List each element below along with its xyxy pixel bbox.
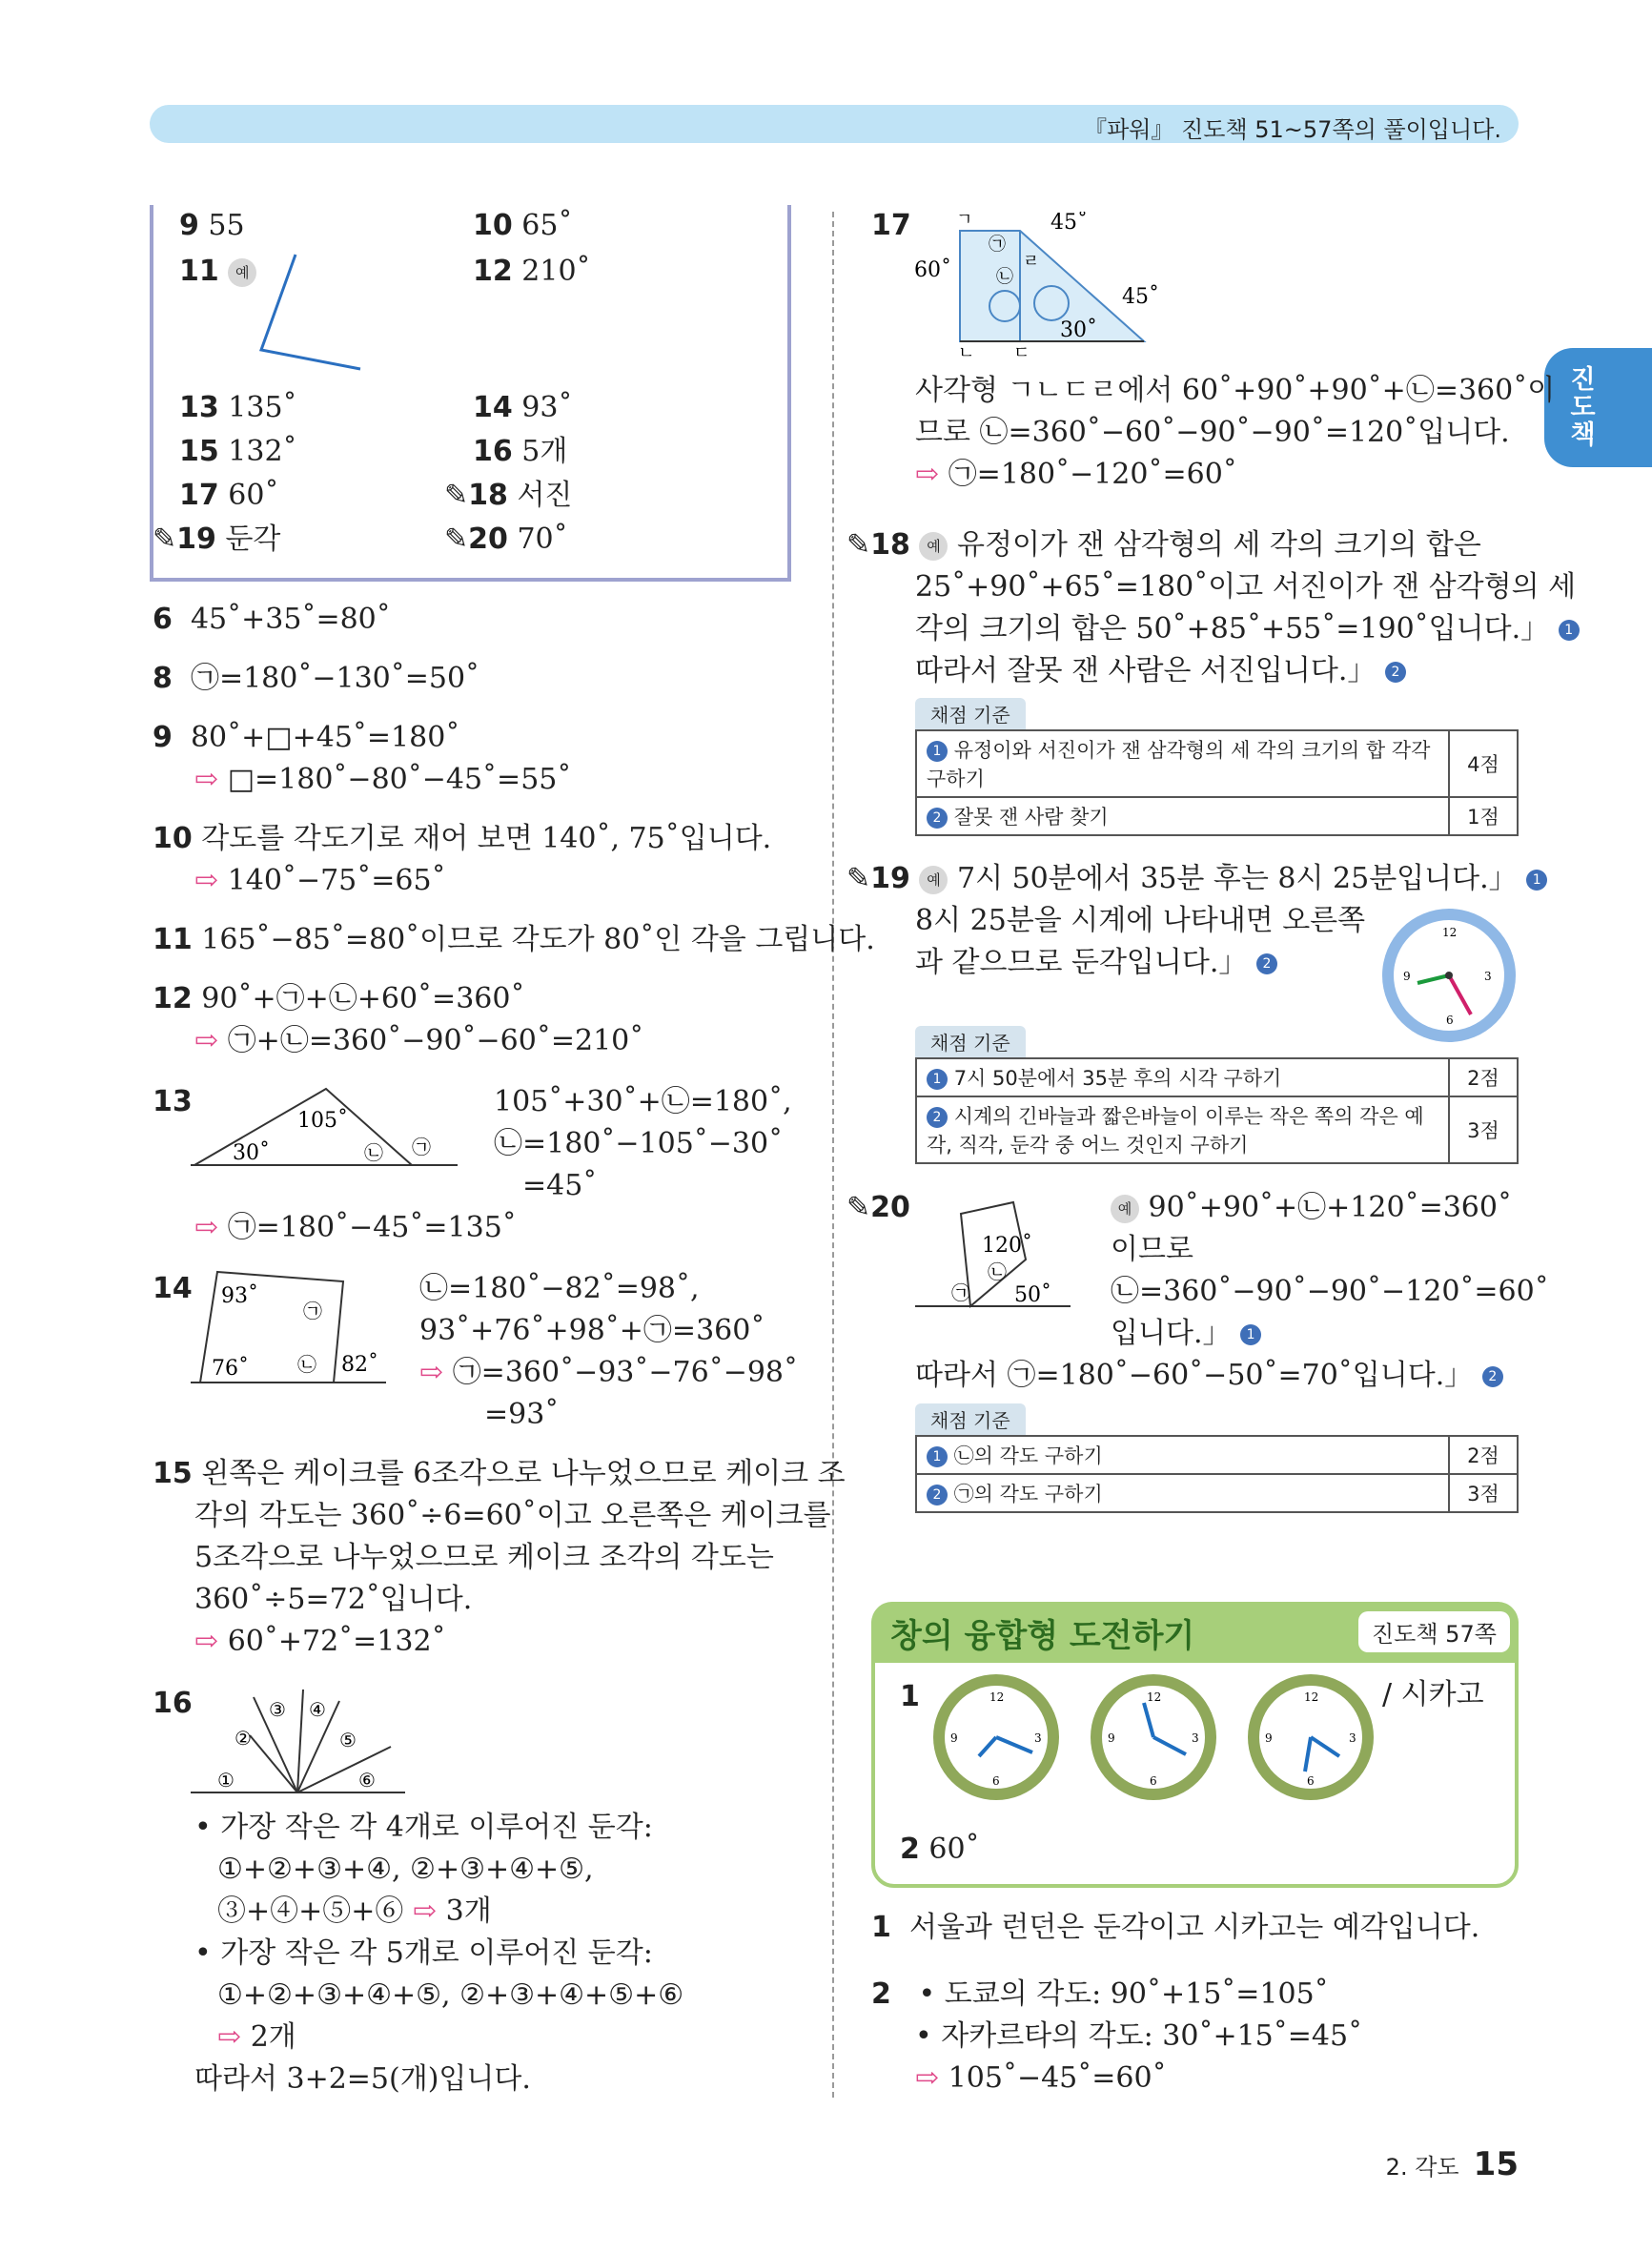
answer-15: 15 132˚ (179, 435, 297, 468)
solution-20-line3: ㉡=360˚−90˚−90˚−120˚=60˚ (1111, 1275, 1549, 1308)
solution-19-line2: 8시 25분을 시계에 나타내면 오른쪽 (915, 904, 1366, 937)
challenge-ref: 진도책 57쪽 (1358, 1611, 1510, 1652)
criteria-18: 채점 기준 1 유정이와 서진이가 잰 삼각형의 세 각의 크기의 합 각각 구하기 4점 2 잘못 잰 사람 찾기 1점 (915, 698, 1519, 836)
svg-text:ㄴ: ㄴ (958, 343, 975, 359)
challenge-q1-answer: / 시카고 (1382, 1678, 1484, 1711)
solution-16-line3: ③+④+⑤+⑥ ⇨ 3개 (217, 1895, 492, 1928)
solution-16-line5: ①+②+③+④+⑤, ②+③+④+⑤+⑥ (217, 1978, 684, 2012)
solution-19: ✎19 예 7시 50분에서 35분 후는 8시 25분입니다.」 1 (846, 858, 1547, 900)
svg-text:㉡: ㉡ (988, 1260, 1007, 1283)
challenge-solution-2-line2: • 자카르타의 각도: 30˚+15˚=45˚ (915, 2019, 1363, 2053)
svg-text:3: 3 (1484, 970, 1492, 983)
svg-text:82˚: 82˚ (341, 1353, 378, 1377)
answer-17: 17 60˚ (179, 479, 279, 512)
challenge-title: 창의 융합형 도전하기 (890, 1617, 1195, 1655)
challenge-q2: 2 60˚ (900, 1833, 980, 1866)
solution-14-line2: 93˚+76˚+98˚+㉠=360˚ (419, 1314, 765, 1347)
solution-12: 12 90˚+㉠+㉡+60˚=360˚ (153, 982, 525, 1015)
challenge-q1: 1 (900, 1680, 920, 1713)
answer-11-angle-figure (248, 253, 372, 377)
solution-20: ✎20 (846, 1191, 910, 1224)
solution-16-line7: 따라서 3+2=5(개)입니다. (194, 2062, 531, 2096)
solution-17: 17 (871, 209, 911, 242)
svg-text:①: ① (217, 1769, 235, 1792)
solution-18-line2: 25˚+90˚+65˚=180˚이고 서진이가 잰 삼각형의 세 (915, 570, 1577, 604)
solution-17-line2: 므로 ㉡=360˚−60˚−90˚−90˚=120˚입니다. (915, 416, 1510, 449)
arrow-icon: ⇨ (194, 864, 219, 897)
svg-text:12: 12 (989, 1690, 1005, 1704)
solution-13-line2: ㉡=180˚−105˚−30˚ (494, 1127, 784, 1160)
svg-text:⑤: ⑤ (339, 1729, 357, 1751)
solution-9: 9 80˚+□+45˚=180˚ (153, 721, 460, 754)
solution-17-figure (910, 212, 1168, 359)
svg-text:㉠: ㉠ (303, 1300, 322, 1322)
svg-text:93˚: 93˚ (221, 1284, 258, 1308)
pencil-icon: ✎ (153, 522, 177, 556)
solution-18-line3: 각의 크기의 합은 50˚+85˚+55˚=190˚입니다.」 1 (915, 608, 1580, 650)
svg-text:9: 9 (1403, 970, 1411, 983)
pencil-icon: ✎ (846, 862, 871, 895)
pencil-icon: ✎ (846, 1191, 871, 1224)
solution-16-line4: • 가장 작은 각 5개로 이루어진 둔각: (194, 1936, 653, 1970)
answer-11: 11 예 (179, 251, 256, 293)
solution-10: 10 각도를 각도기로 재어 보면 140˚, 75˚입니다. (153, 822, 772, 855)
svg-text:③: ③ (269, 1698, 286, 1721)
svg-text:60˚: 60˚ (914, 258, 951, 282)
step-marker: 1 (1240, 1324, 1261, 1345)
svg-text:㉠: ㉠ (989, 235, 1006, 255)
solution-13-line3: =45˚ (522, 1169, 598, 1202)
solution-8: 8 ㉠=180˚−130˚=50˚ (153, 662, 480, 695)
solution-15-line4: 360˚÷5=72˚입니다. (194, 1583, 473, 1616)
solution-16-line6: ⇨ 2개 (217, 2020, 296, 2054)
solution-14-line4: =93˚ (484, 1398, 560, 1431)
svg-text:㉠: ㉠ (412, 1136, 431, 1158)
solution-20-line2: 이므로 (1111, 1233, 1193, 1266)
svg-text:ㄱ: ㄱ (956, 212, 973, 230)
clock-chicago-figure (1244, 1670, 1377, 1804)
svg-text:6: 6 (992, 1774, 1000, 1788)
svg-text:120˚: 120˚ (982, 1234, 1032, 1258)
solution-15-line2: 각의 각도는 360˚÷6=60˚이고 오른쪽은 케이크를 (194, 1499, 831, 1532)
solution-17-line3: ⇨ ㉠=180˚−120˚=60˚ (915, 458, 1237, 491)
solution-6: 6 45˚+35˚=80˚ (153, 603, 391, 636)
svg-text:76˚: 76˚ (212, 1357, 249, 1381)
svg-text:9: 9 (950, 1731, 958, 1745)
solution-13: 13 (153, 1085, 193, 1118)
answer-18: ✎18 서진 (444, 479, 573, 512)
solution-20-figure (913, 1187, 1075, 1311)
svg-text:㉠: ㉠ (951, 1281, 970, 1304)
side-tab[interactable] (1544, 348, 1652, 467)
challenge-solution-2: 2 • 도쿄의 각도: 90˚+15˚=105˚ (871, 1977, 1329, 2011)
solution-18: ✎18 예 유정이가 잰 삼각형의 세 각의 크기의 합은 (846, 528, 1481, 562)
clock-london-figure (1087, 1670, 1220, 1804)
svg-text:㉡: ㉡ (297, 1353, 316, 1376)
criteria-20: 채점 기준 1 ㉡의 각도 구하기 2점 2 ㉠의 각도 구하기 3점 (915, 1403, 1519, 1513)
step-marker: 1 (1526, 870, 1547, 891)
solution-16: 16 (153, 1687, 193, 1720)
arrow-icon: ⇨ (194, 763, 219, 796)
answer-9: 9 55 (179, 209, 245, 242)
answer-13: 13 135˚ (179, 391, 297, 424)
answer-19: ✎19 둔각 (153, 522, 281, 556)
solution-10-line2: ⇨ 140˚−75˚=65˚ (194, 864, 446, 897)
solution-20-line1: 예 90˚+90˚+㉡+120˚=360˚ (1111, 1187, 1512, 1229)
solution-13-line1: 105˚+30˚+㉡=180˚, (494, 1085, 792, 1118)
svg-text:㉡: ㉡ (364, 1141, 383, 1164)
step-marker: 2 (1482, 1366, 1503, 1387)
svg-text:45˚: 45˚ (1050, 212, 1088, 235)
header-text: 『파워』 진도책 51~57쪽의 풀이입니다. (1084, 116, 1501, 143)
solution-19-line3: 과 같으므로 둔각입니다.」 2 (915, 942, 1277, 984)
arrow-icon: ⇨ (412, 1895, 438, 1928)
solution-12-line2: ⇨ ㉠+㉡=360˚−90˚−60˚=210˚ (194, 1024, 644, 1057)
svg-text:6: 6 (1307, 1774, 1315, 1788)
pencil-icon: ✎ (444, 522, 469, 556)
criteria-19: 채점 기준 1 7시 50분에서 35분 후의 시각 구하기 2점 2 시계의 긴바늘과 짧은바늘이 이루는 작은 쪽의 각은 예각, 직각, 둔각 중 어느 것인지 구하기 3점 (915, 1026, 1519, 1164)
answer-16: 16 5개 (473, 435, 568, 468)
answer-12: 12 210˚ (473, 255, 591, 288)
challenge-solution-2-line3: ⇨ 105˚−45˚=60˚ (915, 2061, 1167, 2095)
pencil-icon: ✎ (444, 479, 469, 512)
solution-15-line3: 5조각으로 나누었으므로 케이크 조각의 각도는 (194, 1541, 774, 1574)
svg-text:45˚: 45˚ (1122, 285, 1159, 309)
answer-20: ✎20 70˚ (444, 522, 568, 556)
svg-text:9: 9 (1108, 1731, 1115, 1745)
svg-text:②: ② (235, 1727, 252, 1750)
svg-text:④: ④ (309, 1698, 326, 1721)
arrow-icon: ⇨ (915, 458, 940, 491)
clock-seoul-figure (929, 1670, 1063, 1804)
solution-15-line5: ⇨ 60˚+72˚=132˚ (194, 1625, 446, 1658)
svg-text:6: 6 (1150, 1774, 1157, 1788)
solution-17-line1: 사각형 ㄱㄴㄷㄹ에서 60˚+90˚+90˚+㉡=360˚이 (915, 374, 1556, 407)
svg-text:30˚: 30˚ (1060, 318, 1097, 342)
arrow-icon: ⇨ (217, 2020, 242, 2054)
svg-text:3: 3 (1349, 1731, 1356, 1745)
solution-13-triangle-figure (191, 1077, 467, 1173)
arrow-icon: ⇨ (194, 1625, 219, 1658)
page-footer: 2. 각도 15 (1385, 2145, 1519, 2183)
solution-11: 11 165˚−85˚=80˚이므로 각도가 80˚인 각을 그립니다. (153, 923, 875, 956)
svg-text:3: 3 (1192, 1731, 1199, 1745)
arrow-icon: ⇨ (194, 1211, 219, 1244)
svg-text:12: 12 (1304, 1690, 1319, 1704)
step-marker: 1 (1559, 620, 1580, 641)
pencil-icon: ✎ (846, 528, 871, 562)
solution-9-line2: ⇨ □=180˚−80˚−45˚=55˚ (194, 763, 572, 796)
svg-text:⑥: ⑥ (358, 1769, 376, 1792)
solution-16-line2: ①+②+③+④, ②+③+④+⑤, (217, 1853, 594, 1886)
step-marker: 2 (1256, 953, 1277, 974)
svg-text:9: 9 (1265, 1731, 1273, 1745)
svg-text:50˚: 50˚ (1014, 1283, 1051, 1307)
solution-20-line5: 따라서 ㉠=180˚−60˚−50˚=70˚입니다.」 2 (915, 1355, 1503, 1397)
answer-10: 10 65˚ (473, 209, 573, 242)
step-marker: 2 (1385, 662, 1406, 683)
header-banner (150, 105, 1519, 143)
column-divider (832, 212, 834, 2098)
svg-text:6: 6 (1446, 1014, 1454, 1027)
solution-14-line1: ㉡=180˚−82˚=98˚, (419, 1272, 700, 1305)
solution-20-line4: 입니다.」 1 (1111, 1313, 1261, 1355)
svg-text:ㄹ: ㄹ (1023, 252, 1040, 272)
solution-16-angle-fan-figure (191, 1688, 410, 1797)
arrow-icon: ⇨ (419, 1356, 444, 1389)
svg-text:ㄷ: ㄷ (1013, 343, 1030, 359)
svg-text:12: 12 (1442, 926, 1458, 939)
svg-text:㉡: ㉡ (996, 267, 1013, 287)
solution-14-line3: ⇨ ㉠=360˚−93˚−76˚−98˚ (419, 1356, 799, 1389)
solution-13-line4: ⇨ ㉠=180˚−45˚=135˚ (194, 1211, 517, 1244)
svg-text:3: 3 (1034, 1731, 1042, 1745)
solution-16-line1: • 가장 작은 각 4개로 이루어진 둔각: (194, 1811, 653, 1844)
arrow-icon: ⇨ (194, 1024, 219, 1057)
svg-text:105˚: 105˚ (297, 1109, 348, 1133)
solution-18-line4: 따라서 잘못 잰 사람은 서진입니다.」 2 (915, 650, 1406, 692)
side-tab-label: 진도책 (1565, 365, 1595, 448)
solution-14-quadrilateral-figure (191, 1268, 391, 1387)
solution-15: 15 왼쪽은 케이크를 6조각으로 나누었으므로 케이크 조 (153, 1457, 846, 1490)
challenge-solution-1: 1 서울과 런던은 둔각이고 시카고는 예각입니다. (871, 1911, 1480, 1944)
arrow-icon: ⇨ (915, 2061, 940, 2095)
solution-14: 14 (153, 1272, 193, 1305)
svg-text:12: 12 (1147, 1690, 1162, 1704)
svg-text:30˚: 30˚ (233, 1141, 270, 1165)
answer-14: 14 93˚ (473, 391, 573, 424)
